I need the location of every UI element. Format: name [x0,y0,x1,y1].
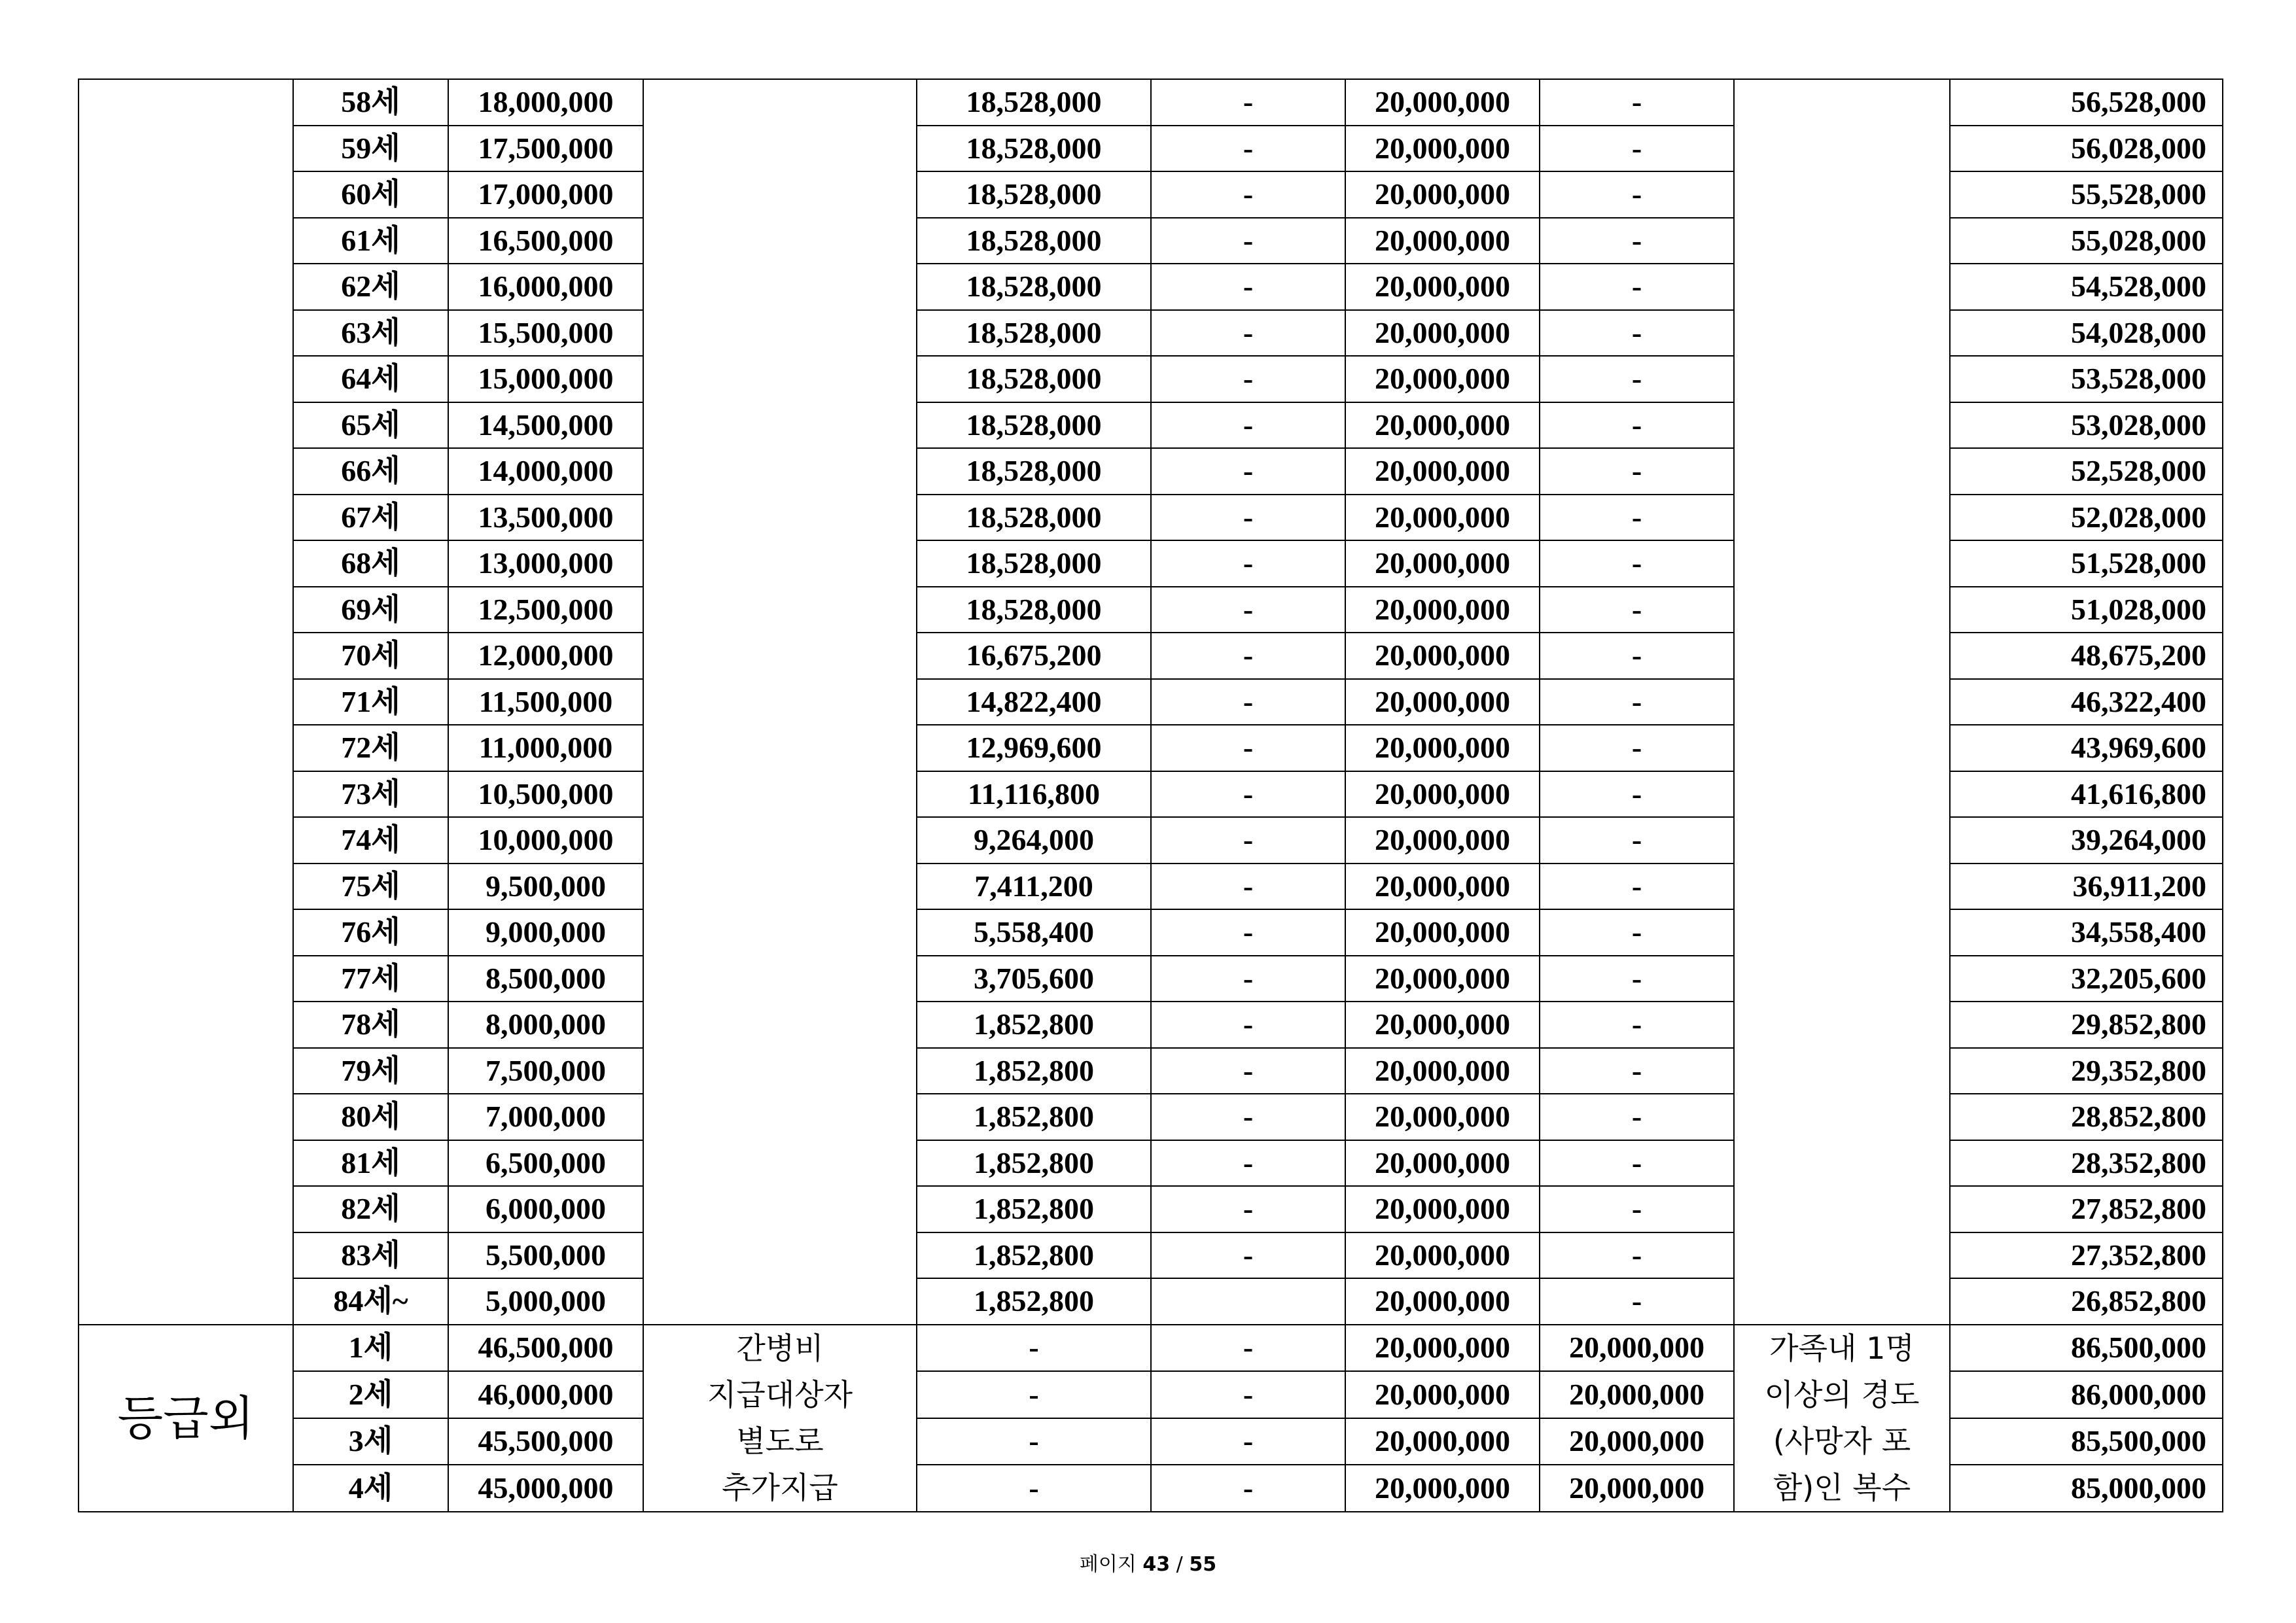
amount-cell: 20,000,000 [1345,1325,1540,1372]
base-amount-cell: 12,000,000 [448,633,643,679]
amount-cell: 20,000,000 [1345,310,1540,357]
amount-cell: - [1540,495,1734,541]
amount-cell: 18,528,000 [917,310,1151,357]
base-amount-cell: 16,500,000 [448,218,643,264]
base-amount-cell: 5,500,000 [448,1232,643,1279]
amount-cell: 1,852,800 [917,1186,1151,1232]
base-amount-cell: 16,000,000 [448,264,643,310]
total-amount-cell: 28,852,800 [1950,1094,2223,1140]
total-amount-cell: 26,852,800 [1950,1278,2223,1325]
amount-cell: - [1151,771,1345,818]
age-cell: 1세 [293,1325,448,1372]
amount-cell: 1,852,800 [917,1278,1151,1325]
age-cell: 63세 [293,310,448,357]
amount-cell: 1,852,800 [917,1232,1151,1279]
amount-cell: - [1151,817,1345,864]
amount-cell: 20,000,000 [1345,587,1540,633]
amount-cell: - [1540,817,1734,864]
age-cell: 82세 [293,1186,448,1232]
base-amount-cell: 45,000,000 [448,1465,643,1512]
amount-cell: - [1151,310,1345,357]
total-amount-cell: 46,322,400 [1950,679,2223,725]
total-amount-cell: 41,616,800 [1950,771,2223,818]
base-amount-cell: 11,000,000 [448,725,643,771]
amount-cell: - [1540,218,1734,264]
amount-cell: - [1540,1002,1734,1048]
amount-cell: 14,822,400 [917,679,1151,725]
age-cell: 68세 [293,540,448,587]
table-row [79,1325,2223,1372]
amount-cell: - [1151,909,1345,956]
amount-cell: 20,000,000 [1345,956,1540,1002]
condition-note-line: 가족내 1명 [1769,1330,1915,1366]
amount-cell: 20,000,000 [1345,1094,1540,1140]
amount-cell: - [1540,540,1734,587]
base-amount-cell: 9,000,000 [448,909,643,956]
condition-note-line: (사망자 포 [1773,1423,1911,1459]
amount-cell: - [1540,1232,1734,1279]
base-amount-cell: 5,000,000 [448,1278,643,1325]
amount-cell: 20,000,000 [1345,679,1540,725]
age-cell: 75세 [293,864,448,910]
amount-cell: - [1540,356,1734,402]
total-amount-cell: 51,028,000 [1950,587,2223,633]
age-cell: 83세 [293,1232,448,1279]
amount-cell: - [1151,1465,1345,1512]
amount-cell: 20,000,000 [1345,126,1540,172]
amount-cell: - [1540,633,1734,679]
age-cell: 73세 [293,771,448,818]
base-amount-cell: 46,500,000 [448,1325,643,1372]
amount-cell: 20,000,000 [1345,79,1540,126]
amount-cell: - [1151,1325,1345,1372]
amount-cell: 1,852,800 [917,1048,1151,1094]
amount-cell: 20,000,000 [1345,864,1540,910]
amount-cell: - [1151,956,1345,1002]
amount-cell: 18,528,000 [917,356,1151,402]
amount-cell: - [1540,909,1734,956]
amount-cell: - [1151,1186,1345,1232]
base-amount-cell: 46,000,000 [448,1371,643,1418]
total-amount-cell: 48,675,200 [1950,633,2223,679]
age-cell: 69세 [293,587,448,633]
amount-cell: - [917,1371,1151,1418]
amount-cell: 20,000,000 [1345,1371,1540,1418]
amount-cell: 3,705,600 [917,956,1151,1002]
amount-cell: - [1151,1371,1345,1418]
age-cell: 4세 [293,1465,448,1512]
amount-cell: 20,000,000 [1540,1418,1734,1465]
compensation-table [78,79,2223,1512]
amount-cell: - [1151,264,1345,310]
amount-cell: - [1540,171,1734,218]
amount-cell: - [1540,771,1734,818]
total-amount-cell: 86,500,000 [1950,1325,2223,1372]
amount-cell: 20,000,000 [1345,771,1540,818]
grade-label-cell: 등급외 [79,1325,293,1512]
age-cell: 84세~ [293,1278,448,1325]
amount-cell: 20,000,000 [1345,1232,1540,1279]
amount-cell: - [1151,1094,1345,1140]
amount-cell: - [1540,587,1734,633]
amount-cell: - [1151,679,1345,725]
base-amount-cell: 7,500,000 [448,1048,643,1094]
page-footer [0,1548,2296,1577]
amount-cell: - [1151,1140,1345,1187]
base-amount-cell: 7,000,000 [448,1094,643,1140]
age-cell: 74세 [293,817,448,864]
base-amount-cell: 12,500,000 [448,587,643,633]
amount-cell: 20,000,000 [1345,1465,1540,1512]
amount-cell: 20,000,000 [1345,817,1540,864]
base-amount-cell: 6,500,000 [448,1140,643,1187]
age-cell: 78세 [293,1002,448,1048]
amount-cell: - [1151,1048,1345,1094]
amount-cell: - [1540,679,1734,725]
age-cell: 65세 [293,402,448,449]
amount-cell: - [1540,310,1734,357]
amount-cell: 20,000,000 [1345,909,1540,956]
amount-cell: - [1151,356,1345,402]
age-cell: 62세 [293,264,448,310]
amount-cell: - [1151,1232,1345,1279]
total-amount-cell: 56,028,000 [1950,126,2223,172]
total-amount-cell: 52,528,000 [1950,448,2223,495]
base-amount-cell: 15,500,000 [448,310,643,357]
base-amount-cell: 6,000,000 [448,1186,643,1232]
age-cell: 71세 [293,679,448,725]
total-amount-cell: 56,528,000 [1950,79,2223,126]
base-amount-cell: 10,500,000 [448,771,643,818]
amount-cell: - [1151,218,1345,264]
amount-cell: 12,969,600 [917,725,1151,771]
amount-cell: - [1151,864,1345,910]
age-cell: 3세 [293,1418,448,1465]
amount-cell: 5,558,400 [917,909,1151,956]
base-amount-cell: 17,500,000 [448,126,643,172]
total-amount-cell: 86,000,000 [1950,1371,2223,1418]
age-cell: 77세 [293,956,448,1002]
amount-cell: 20,000,000 [1345,448,1540,495]
amount-cell: 20,000,000 [1345,264,1540,310]
age-cell: 67세 [293,495,448,541]
amount-cell: 20,000,000 [1345,1048,1540,1094]
amount-cell: 1,852,800 [917,1002,1151,1048]
condition-note-line: 이상의 경도 [1764,1376,1920,1412]
amount-cell: - [1540,1094,1734,1140]
amount-cell: - [1151,1002,1345,1048]
amount-cell: - [1540,1278,1734,1325]
amount-cell: - [1540,264,1734,310]
amount-cell: - [1540,126,1734,172]
amount-cell: 20,000,000 [1345,633,1540,679]
age-cell: 79세 [293,1048,448,1094]
amount-cell: - [917,1325,1151,1372]
footer-prefix: 페이지 [1079,1553,1143,1576]
base-amount-cell: 11,500,000 [448,679,643,725]
amount-cell: - [917,1418,1151,1465]
amount-cell: - [1151,126,1345,172]
empty-group-cell [79,79,293,1325]
amount-cell: - [1151,725,1345,771]
amount-cell: 18,528,000 [917,587,1151,633]
amount-cell: - [1540,1140,1734,1187]
total-amount-cell: 55,028,000 [1950,218,2223,264]
footer-separator: / [1170,1553,1190,1576]
age-cell: 66세 [293,448,448,495]
condition-note-cell [1734,1325,1950,1512]
empty-note-cell [643,79,917,1325]
amount-cell: 18,528,000 [917,171,1151,218]
current-page-number: 43 [1142,1553,1171,1576]
age-cell: 61세 [293,218,448,264]
base-amount-cell: 18,000,000 [448,79,643,126]
amount-cell: - [1540,956,1734,1002]
total-amount-cell: 29,852,800 [1950,1002,2223,1048]
care-note-line: 추가지급 [722,1469,838,1505]
amount-cell: 20,000,000 [1540,1465,1734,1512]
amount-cell: 18,528,000 [917,264,1151,310]
amount-cell: 18,528,000 [917,402,1151,449]
amount-cell: 20,000,000 [1345,218,1540,264]
amount-cell: 1,852,800 [917,1094,1151,1140]
table-row [79,79,2223,126]
base-amount-cell: 13,000,000 [448,540,643,587]
total-amount-cell: 51,528,000 [1950,540,2223,587]
amount-cell: 11,116,800 [917,771,1151,818]
empty-condition-cell [1734,79,1950,1325]
amount-cell: 20,000,000 [1345,1002,1540,1048]
amount-cell: - [1151,171,1345,218]
age-cell: 2세 [293,1371,448,1418]
age-cell: 76세 [293,909,448,956]
total-amount-cell: 55,528,000 [1950,171,2223,218]
amount-cell: 18,528,000 [917,218,1151,264]
amount-cell: 18,528,000 [917,126,1151,172]
amount-cell: - [1540,448,1734,495]
age-cell: 59세 [293,126,448,172]
base-amount-cell: 45,500,000 [448,1418,643,1465]
total-amount-cell: 85,000,000 [1950,1465,2223,1512]
base-amount-cell: 8,000,000 [448,1002,643,1048]
amount-cell: 20,000,000 [1345,1140,1540,1187]
total-page-count: 55 [1189,1553,1217,1576]
total-amount-cell: 54,028,000 [1950,310,2223,357]
amount-cell: 20,000,000 [1345,1278,1540,1325]
amount-cell: - [1540,725,1734,771]
amount-cell: 20,000,000 [1345,171,1540,218]
total-amount-cell: 28,352,800 [1950,1140,2223,1187]
base-amount-cell: 14,000,000 [448,448,643,495]
amount-cell: 20,000,000 [1345,356,1540,402]
total-amount-cell: 53,028,000 [1950,402,2223,449]
amount-cell: - [1540,1048,1734,1094]
amount-cell: 1,852,800 [917,1140,1151,1187]
base-amount-cell: 17,000,000 [448,171,643,218]
base-amount-cell: 9,500,000 [448,864,643,910]
amount-cell: 20,000,000 [1345,540,1540,587]
care-note-line: 별도로 [736,1423,824,1459]
age-cell: 80세 [293,1094,448,1140]
total-amount-cell: 85,500,000 [1950,1418,2223,1465]
amount-cell: - [1151,79,1345,126]
base-amount-cell: 15,000,000 [448,356,643,402]
amount-cell: 16,675,200 [917,633,1151,679]
amount-cell: 20,000,000 [1540,1371,1734,1418]
total-amount-cell: 52,028,000 [1950,495,2223,541]
care-note-line: 지급대상자 [707,1376,853,1412]
amount-cell: 18,528,000 [917,448,1151,495]
amount-cell: 18,528,000 [917,495,1151,541]
amount-cell: - [1151,587,1345,633]
age-cell: 60세 [293,171,448,218]
amount-cell: - [1151,1418,1345,1465]
total-amount-cell: 27,852,800 [1950,1186,2223,1232]
amount-cell: - [1151,448,1345,495]
total-amount-cell: 43,969,600 [1950,725,2223,771]
amount-cell: - [1540,402,1734,449]
amount-cell: - [1151,495,1345,541]
total-amount-cell: 54,528,000 [1950,264,2223,310]
amount-cell [1151,1278,1345,1325]
amount-cell: - [917,1465,1151,1512]
total-amount-cell: 36,911,200 [1950,864,2223,910]
amount-cell: - [1151,540,1345,587]
table-body [79,79,2223,1512]
amount-cell: 18,528,000 [917,79,1151,126]
amount-cell: 20,000,000 [1345,1418,1540,1465]
amount-cell: 20,000,000 [1345,1186,1540,1232]
base-amount-cell: 13,500,000 [448,495,643,541]
care-note-cell [643,1325,917,1512]
age-cell: 70세 [293,633,448,679]
age-cell: 81세 [293,1140,448,1187]
amount-cell: 20,000,000 [1540,1325,1734,1372]
base-amount-cell: 8,500,000 [448,956,643,1002]
total-amount-cell: 53,528,000 [1950,356,2223,402]
amount-cell: 20,000,000 [1345,402,1540,449]
base-amount-cell: 14,500,000 [448,402,643,449]
total-amount-cell: 34,558,400 [1950,909,2223,956]
amount-cell: - [1151,402,1345,449]
total-amount-cell: 32,205,600 [1950,956,2223,1002]
total-amount-cell: 29,352,800 [1950,1048,2223,1094]
amount-cell: 20,000,000 [1345,725,1540,771]
condition-note-line: 함)인 복수 [1773,1469,1911,1505]
age-cell: 64세 [293,356,448,402]
amount-cell: - [1151,633,1345,679]
total-amount-cell: 27,352,800 [1950,1232,2223,1279]
total-amount-cell: 39,264,000 [1950,817,2223,864]
amount-cell: - [1540,1186,1734,1232]
base-amount-cell: 10,000,000 [448,817,643,864]
care-note-line: 간병비 [736,1330,824,1366]
age-cell: 58세 [293,79,448,126]
amount-cell: 9,264,000 [917,817,1151,864]
amount-cell: 7,411,200 [917,864,1151,910]
age-cell: 72세 [293,725,448,771]
amount-cell: 20,000,000 [1345,495,1540,541]
amount-cell: - [1540,864,1734,910]
amount-cell: - [1540,79,1734,126]
amount-cell: 18,528,000 [917,540,1151,587]
